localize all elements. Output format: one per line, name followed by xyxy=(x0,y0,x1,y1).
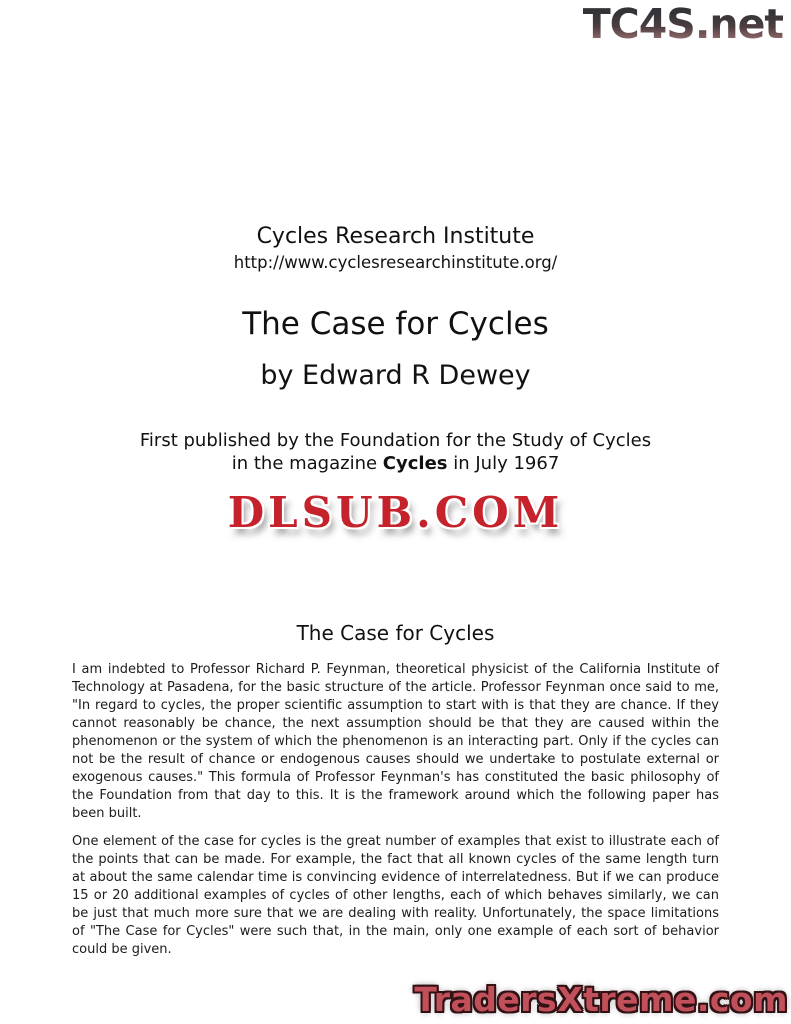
publication-note-line2-prefix: in the magazine xyxy=(231,453,383,474)
institute-url: http://www.cyclesresearchinstitute.org/ xyxy=(233,253,558,272)
body-paragraph-2: One element of the case for cycles is the great number of examples that exist to illustrate each of the points that can be made. For example, the fact that all known cycles of the same length turn at about the same calendar time is convincing evidence of interrelatedness. But if we can produce 15 or 20 additional examples of cycles of other lengths, each of which behaves similarly, we can be just that much more sure that we are dealing with reality. Unfortunately, the space limitations of "The Case for Cycles" were such that, in the main, only one example of each sort of behavior could be given. xyxy=(72,834,719,957)
author-byline: by Edward R Dewey xyxy=(260,360,531,391)
tc4s-watermark-logo: TC4S.net xyxy=(582,0,783,48)
body-paragraph-1: I am indebted to Professor Richard P. Feynman, theoretical physicist of the California Institute of Technology at Pasadena, for the basic structure of the article. Professor Feynman once said to me, "In regard to cycles, the proper scientific assumption to start with is that they are chance. If they cannot reasonably be chance, the next assumption should be that they are caused within the phenomenon or the system of which the phenomenon is an interacting part. Only if the cycles can not be the result of chance or endogenous causes should we undertake to postulate external or exogenous causes." This formula of Professor Feynman's has constituted the basic philosophy of the Foundation from that day to this. It is the framework around which the following paper has been built. xyxy=(72,662,719,821)
publication-note-line2-suffix: in July 1967 xyxy=(447,453,560,474)
document-title: The Case for Cycles xyxy=(242,306,549,342)
publication-note-line1: First published by the Foundation for the Study of Cycles xyxy=(139,430,652,451)
tradersxtreme-watermark-logo: TradersXtreme.com xyxy=(414,980,788,1020)
magazine-name: Cycles xyxy=(382,453,448,474)
publication-note-line2 xyxy=(72,452,719,475)
section-heading: The Case for Cycles xyxy=(296,621,495,645)
institute-name: Cycles Research Institute xyxy=(256,224,535,249)
dlsub-watermark-container xyxy=(72,488,719,538)
dlsub-watermark-logo: DLSUB.COM xyxy=(227,488,564,537)
publication-note xyxy=(72,429,719,475)
document-content xyxy=(72,0,719,959)
